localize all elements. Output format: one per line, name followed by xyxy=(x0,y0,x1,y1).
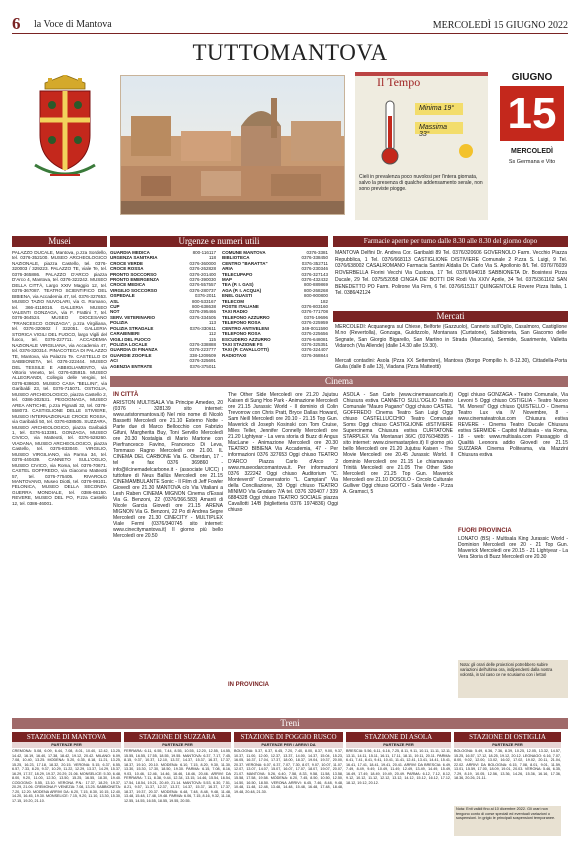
train-station-box xyxy=(454,732,561,838)
cinema-col-3 xyxy=(343,392,453,702)
page-date: MERCOLEDÌ 15 GIUGNO 2022 xyxy=(432,20,568,31)
cinema-fuori-provincia-heading: FUORI PROVINCIA xyxy=(458,528,512,534)
page-number: 6 xyxy=(12,14,21,33)
urgenza-label: CUP xyxy=(110,304,120,310)
newspaper-name: la Voce di Mantova xyxy=(34,19,112,30)
urgenza-number: 0376-295466 xyxy=(189,309,216,315)
train-timetable: BRESCIA: 5.56, 6.11, 6.16, 7.25, 8.11, 9.11, 10.11, 11.11, 12.11, 13.11, 14.11, 15.11, 16.11, 17.11, 18.11, 19.11, 20.11. PARMA: 6.41, 7.41, 8.41, 9.41, 10.41, 11.41, 12.41, 13.41, 14.41, 15.41, 16.41, 17.41, 18.41, 19.41, 20.41. ARRIVI DA BRESCIA: 6.49, 7.49, 8.49, 9.49, 10.49, 11.49, 12.49, 13.49, 14.49, 15.49, 16.49, 17.49, 18.49, 19.49, 20.49. PARMA: 6.12, 7.12, 8.12, 9.12, 10.12, 11.12, 12.12, 13.12, 14.12, 15.12, 16.12, 17.12, 18.12, 19.12, 20.12. xyxy=(346,749,451,785)
urgenza-label: TAXI RADIO xyxy=(222,309,248,315)
urgenza-number: 0376-325351 xyxy=(301,341,328,347)
urgenza-label: URGENZA SANITARIA xyxy=(110,255,158,261)
urgenza-label: ESCUDERO AZZURRO xyxy=(222,336,271,342)
train-station-box xyxy=(234,732,343,838)
urgenza-number: 800-116117 xyxy=(192,250,216,255)
urgenza-label: CROCE MEDICA xyxy=(110,282,146,288)
cinema-in-citta-heading: IN CITTÀ xyxy=(113,392,139,398)
urgenza-label: ARIA xyxy=(222,266,233,272)
cinema-in-provincia-heading: IN PROVINCIA xyxy=(228,682,270,688)
mercati-title: Mercati xyxy=(333,311,568,322)
urgenza-label: TELEFONO ROSA xyxy=(222,331,261,337)
cinema-title: Cinema xyxy=(110,376,568,387)
urgenza-label: COMUNE MANTOVA xyxy=(222,250,266,255)
urgenza-number: 800-889869 xyxy=(303,282,328,288)
urgenza-label: GUARDIA MEDICA xyxy=(110,250,150,255)
urgenza-label: AGENZIA ENTRATE xyxy=(110,363,153,369)
urgenza-number: 0376-223777 xyxy=(189,347,216,353)
treni-title: Treni xyxy=(12,718,568,729)
urgenza-label: ACI xyxy=(110,358,118,364)
train-departures-label: PARTENZE PER xyxy=(124,742,231,748)
urgenza-number: 112 xyxy=(208,331,216,337)
urgenza-label: TEA (P. I. GAS) xyxy=(222,282,254,288)
train-departures-label: PARTENZE PER / ARRIVI DA xyxy=(234,742,343,748)
urgenza-number: 0376-338888 xyxy=(189,341,216,347)
urgenza-label: SERV. VETERINARIO xyxy=(110,314,156,320)
urgenza-number: 0376-352711 xyxy=(301,260,328,266)
cinema-col-3-text: ASOLA - San Carlo (www.cinemasancarlo.it) Chiusura estiva CANNETO SULL'OGLIO Teatro Comunale "Mauro Pagano" Oggi chiuso CASTEL GOFFREDO Cinema Teatro San Luigi Oggi chiuso CASTELLUCCHIO Teatro Comunale Soms Oggi chiuso CASTIGLIONE d/STIVIERE Supercinema Chiusura estiva CURTATONE STARPLEX Via Montanari 36/C (0376/348395 - sito internet: www.cinemastarplex.it) Il giorno più bello Mercoledì ore 21.20 Jujutsu Kaisen - The Movie Mercoledì ore 20.45 Jurassic World. Il dominio Mercoledì ore 21.15 Le chiamavano Trinità Mercoledì ore 21.05 The Other Side Mercoledì ore 21.25 Top Gun. Maverick Mercoledì ore 21.10 DOSOLO - Circolo Culturale Gulliver Oggi chiuso GOITO - Sala Verde - P.zza A. Gramsci, 5 xyxy=(343,392,453,495)
urgenza-label: POLIZIA xyxy=(110,320,128,326)
urgenza-label: CENTRO ANTIVELENI xyxy=(222,325,269,331)
city-crest-icon xyxy=(30,75,100,195)
urgenza-number: 0376-230346 xyxy=(301,266,328,272)
urgenza-label: POSTE ITALIANE xyxy=(222,304,259,310)
urgenza-number: 0376-19696 xyxy=(303,314,328,320)
weather-box xyxy=(355,72,488,220)
urgenza-label: RADIOTAXI xyxy=(222,352,247,358)
urgenza-label: POLIZIA STRADALE xyxy=(110,325,154,331)
trains-section xyxy=(12,732,568,838)
calendar-saint: Ss Germana e Vito xyxy=(508,159,556,165)
urgenza-number: 0376-3381 xyxy=(306,250,328,255)
max-temperature: Massima 33° xyxy=(415,122,463,134)
thermometer-icon xyxy=(375,98,405,168)
urgenza-label: POLIZIA LOCALE xyxy=(110,341,148,347)
urgenza-number: 115 xyxy=(208,336,216,342)
urgenza-number: 0376-803160 xyxy=(301,304,328,310)
musei-title: Musei xyxy=(12,236,107,247)
urgenza-label: TAXI STAZIONE FS xyxy=(222,341,263,347)
calendar-day: 15 xyxy=(500,86,564,141)
urgenza-label: OSPEDALE xyxy=(110,293,135,299)
urgenza-number: 0376-201400 xyxy=(189,271,216,277)
urgenza-number: 113 xyxy=(208,320,216,326)
train-station-name: STAZIONE DI MANTOVA xyxy=(12,732,121,742)
train-note: Nota: Enti validi fino al 10 dicembre 2022. Gli orari non tengono conto di corse speciali ed eventuali variazioni o sospensioni. In grigio le principali sospensioni temporanee. xyxy=(454,806,561,836)
section-title: TUTTOMANTOVA xyxy=(192,40,388,65)
sun-icon xyxy=(451,136,481,166)
urgenza-number: 0376-325691 xyxy=(189,358,216,364)
urgenza-label: TAXI (P. CAVALLOTTI) xyxy=(222,347,269,353)
calendar-weekday: MERCOLEDÌ xyxy=(511,148,553,155)
urgenza-number: 0376-360000 xyxy=(189,260,216,266)
urgenza-number: 0376-771708 xyxy=(301,309,328,315)
urgenza-number: 800-638638 xyxy=(191,304,216,310)
urgenza-number: 0376-390030 xyxy=(189,277,216,283)
urgenza-number: 0376-334505 xyxy=(189,314,216,320)
train-timetable: BOLOGNA: 5.37, 6.37, 6.45, 7.20, 7.40, 8.00, 8.37, 9.00, 9.37, 10.37, 11.00, 12.00, 12.37, 13.37, 14.00, 14.37, 15.04, 15.23, 16.05, 16.37, 17.04, 17.37, 18.00, 18.37, 19.04, 19.37, 20.00, 20.37. VERONA: 6.07, 6.37, 7.07, 7.30, 8.07, 9.07, 10.07, 11.07, 12.07, 13.07, 14.07, 15.07, 16.07, 17.07, 18.07, 19.07, 20.07, 21.07. MANTOVA: 5.26, 6.40, 7.58, 8.33, 9.58, 11.58, 13.58, 15.58, 17.58, 19.58. MODENA: 6.20, 7.45, 8.50, 10.50, 12.50, 14.50, 16.50, 18.50. VERONA ARRIVI: 6.45, 7.46, 8.48, 9.48, 10.48, 11.48, 12.48, 13.48, 14.48, 15.48, 16.48, 17.48, 18.48, 19.48, 20.48, 21.30. xyxy=(234,749,343,794)
cinema-col-2-text: The Other Side Mercoledì ore 21.20 Jujutsu Kaisen di Sung Hoo Park - Animazione Mercoledì ore 21.15 Jurassic World - Il dominio di Colin Trevorrow con Chris Pratt, Bryce Dallas Howard, Sam Neill Mercoledì ore 20.10 - 21.15 Top Gun. Maverick di Joseph Kosinski con Tom Cruise, Miles Teller, Jennifer Connelly Mercoledì ore 21.20 Lightyear - La vera storia di Buzz di Angus MacLane - Animazione Mercoledì ore 20.30 TEATRO BIBIENA Via Accademia, 47 - Per informazioni 0376 327653 Oggi chiuso TEATRO D'ARCO Piazza Carlo d'Arco 2 www.museodarcomantova.it. Per informazioni 0376 322242 Oggi chiuso Auditorium "C. Monteverdi" Conservatorio "L. Campiani" Via della Conciliazione, 33 Oggi chiuso TEATRO MINIMO Via Gradaro 7/A tel. 0376 320407 / 339 6884328 Oggi chiuso TEATRO SOCIALE piazza Cavallotti 14/B (biglietteria 0376 1974836) Oggi chiuso xyxy=(228,392,338,513)
cinema-col-2 xyxy=(228,392,338,702)
urgenza-number: 0376-262828 xyxy=(189,266,216,272)
urgenza-label: BIBLIOTECA xyxy=(222,255,250,261)
urgenza-number: 118 xyxy=(208,255,216,261)
urgenza-number: 800-900800 xyxy=(303,293,328,299)
farmacie-text: MANTOVA Delfini Dr. Andrea Cor. Garibaldi 89 Tel. 0376/320606 GOVERNOLO Farm. Vecchio Piazza Repubblica, 1 Tel. 0376/668113 CASTIGLIONE D/STIVIERE Comunale 2 P.zza S. Luigi, 9 Tel. 0376/638002 CASALROMANO Farmacia Santini Aldalia Dr. Carlo Via S. Apollonio 8/L Tel. 0376/76039 ROVERBELLA Fiorini Vecchi Via Custoza, 17 Tel. 0376/694018 SABBIONETA Dr. Bosintesi Pizza Ducale, 29 Tel. 0375/52058 CINGIA DE' BOTTI DR Rodi Via XXIV Aprile, 34 Tel. 0375/361162 SAN BENEDETTO PO Farm. Polirone Via Firm, 6 Tel. 0376/615117 QUINGENTOLE Rovere Pizza Italia, 1 Tel. 0386/42124 xyxy=(335,250,567,297)
urgenza-number: 0376-327143 xyxy=(301,271,328,277)
train-timetable: BOLOGNA: 5.49, 6.36, 7.36, 8.39, 10.25, 12.05, 13.32, 14.57, 15.25, 16.57, 17.12, 18.25, 19.12, 20.12. LEGNAGO: 6.16, 7.07, 8.00, 9.02, 12.00, 13.02, 16.02, 17.02, 19.02, 20.11, 21.04, 22.02. ARRIVI DA BOLOGNA: 6.15, 7.08, 8.01, 9.01, 11.59, 13.01, 15.59, 17.00, 18.09, 19.01, 20.03. VERONA: 5.46, 6.35, 7.29, 8.19, 10.05, 12.56, 13.36, 14.26, 15.36, 16.16, 17.36, 18.36, 20.26, 21.11. xyxy=(454,749,561,781)
urgenza-number: 338-1209509 xyxy=(189,352,216,358)
urgenza-number: 0376-375011 xyxy=(189,363,216,369)
calendar-month: GIUGNO xyxy=(511,72,553,83)
urgenza-label: TELEFONO AZZURRO xyxy=(222,314,270,320)
train-timetable: FERRARA: 6.11, 6.55, 7.44, 8.55, 10.55, 12.20, 12.55, 14.55, 15.55, 16.55, 17.55, 18.55, 19.55. MANTOVA: 6.37, 7.17, 7.45, 8.15, 9.37, 10.37, 12.10, 13.37, 14.37, 15.37, 16.37, 17.37, 18.37, 19.10, 20.10. MODENA: 6.10, 7.15, 8.20, 9.30, 11.30, 13.30, 15.30, 17.30, 18.50, 19.30. PARMA: 6.15, 7.08, 8.16, 9.03, 10.46, 12.46, 14.46, 16.46, 18.46, 20.46. ARRIVI DA FERRARA: 7.11, 8.38, 9.44, 12.34, 13.15, 14.46, 15.54, 16.54, 17.54, 18.54, 19.21, 20.49, 21.14. MANTOVA: 5.53, 6.30, 7.51, 8.21, 9.57, 11.37, 12.37, 13.37, 14.37, 15.37, 16.37, 17.37, 18.37, 19.37, 20.37. MODENA: 6.48, 7.48, 8.48, 9.48, 11.48, 13.48, 15.48, 17.48, 19.48. PARMA: 6.06, 7.15, 8.16, 9.32, 11.18, 12.55, 14.55, 16.55, 18.55, 19.55, 20.55. xyxy=(124,749,231,804)
urgenza-number: 0376-225656 xyxy=(301,331,328,337)
cinema-col-4 xyxy=(458,392,568,702)
urgenza-number: 0376-330611 xyxy=(189,325,216,331)
train-station-name: STAZIONE DI SUZZARA xyxy=(124,732,231,742)
train-timetable: CREMONA: 5.08, 6.09, 6.44, 7.08, 8.01, 10.40, 12.42, 13.25, 14.42, 16.19, 16.40, 17.38, 18.42, 19.12, 20.42. MILANO: 6.09, 7.08, 10.40, 13.25. MODENA: 5.20, 6.35, 8.18, 11.21, 13.25, 15.25, 16.23, 17.18, 18.32, 20.15. VERONA: 5.15, 6.37, 6.55, 6.57, 7.33, 8.20, 9.37, 10.29, 11.22, 12.29, 13.37, 14.29, 15.37, 16.29, 17.37, 18.29, 19.37, 20.29, 21.06. MONSELICE: 5.30, 6.48, 8.00, 9.20, 11.00, 12.30, 13.50, 15.25, 16.55, 18.30, 19.40. CODOGNO: 5.55, 13.10. VERONA P.N.: 17.37, 18.29, 19.37, 20.29, 21.06. CREMONA P. VENEZIA: 7.08, 13.25. SABBIONETA: 7.20, 12.20. MODENA ARRIVI DA: 6.20, 7.15, 8.30, 10.15, 12.40, 14.20, 16.45, 19.30. MONSELICE: 7.15, 9.20, 11.10, 13.30, 15.30, 17.15, 19.20, 21.10. xyxy=(12,749,121,804)
urgenza-number: 0376-324407 xyxy=(301,347,328,353)
weather-title: Il Tempo xyxy=(377,75,421,89)
urgenza-number: 0376-368844 xyxy=(301,352,328,358)
urgenza-label: ASL xyxy=(110,298,119,304)
cinema-col-1-text: ARISTON MULTISALA Via Principe Amedeo, 20 (0376 - 328139 sito internet: www.aristonmantova.it) Nel mio nome di Nicolò Bassetti Mercoledì ore 21.10 Esterno Notte - Parte due di Marco Bellocchio con Fabrizio Gifuni, Margherita Buy, Toni Servillo Mercoledì ore 20.30 Nostalgia di Mario Martone con Pierfrancesco Favino, Francesco Di Leva, Tommaso Ragno Mercoledì ore 21.00. IL CINEMA DEL CARBONE Via G. Oberdan, 17 - tel e fax 0376 369860 - info@ilcinemadelcarbone.it - (associate UICC) I tuttofare di Neus Ballús Mercoledì ore 21.15 CINEMAMBULANTE Sonic - Il Film di Jeff Fowler Giovedì ore 21.30 MANTOVA c/o Via Vitaliani a Lesh Raben CINEMA MIGNON Cinema d'Essai Via G. Benzoni, 22 (0376/366.583) Amanti di Nicole Garcia Giovedì ore 21.15 ARENA MIGNON Via G. Benzoni, 22 Po di Andrea Segre Mercoledì ore 21.30 CINECITY - MULTIPLEX Viale Fermi (0376/340745 sito internet: www.cinecitymantova.it) Il giorno più bello Mercoledì ore 20.50 xyxy=(113,400,223,540)
urgenza-label: VIRGILIO SOCCORSO xyxy=(110,287,158,293)
train-departures-label: PARTENZE PER xyxy=(346,742,451,748)
calendar-box xyxy=(496,72,568,220)
train-station-box xyxy=(346,732,451,838)
urgenza-label: AGA (P. I. ACQUA) xyxy=(222,287,262,293)
urgenze-left-list xyxy=(110,250,216,370)
min-temperature: Minima 19° xyxy=(415,103,463,115)
train-station-name: STAZIONE DI POGGIO RUSCO xyxy=(234,732,343,742)
mantova-city-photo xyxy=(120,75,345,215)
urgenza-number: 0376-338450 xyxy=(301,255,328,261)
farmacie-title: Farmacie aperte per turno dalle 8.30 alle 8.30 del giorno dopo xyxy=(333,236,568,247)
train-station-box xyxy=(12,732,121,838)
urgenza-label: CARABINIERI xyxy=(110,331,140,337)
mercati-contadini-text: Mercati contadini: Asola (Pzza XX Settembre), Mantova (Borgo Pompilio h. 8-12.30), Cittadella-Porta Giulia (dalle 8 alle 13), Viadana (Pzza Matteotti) xyxy=(335,358,567,371)
train-station-box xyxy=(124,732,231,838)
urgenza-label: PRONTO SOCCORSO xyxy=(110,271,157,277)
urgenza-label: GUARDIE ZOOFILE xyxy=(110,352,152,358)
train-departures-label: PARTENZE PER xyxy=(12,742,121,748)
train-station-name: STAZIONE DI ASOLA xyxy=(346,732,451,742)
train-station-name: STAZIONE DI OSTIGLIA xyxy=(454,732,561,742)
urgenza-number: 0376-225959 xyxy=(301,320,328,326)
cinema-col-1 xyxy=(113,392,223,702)
urgenza-number: 349-0011590 xyxy=(301,325,328,331)
urgenza-number: 800-533167 xyxy=(191,298,216,304)
urgenza-number: 0376-432432 xyxy=(301,277,328,283)
cinema-col-4-text: Oggi chiuso GONZAGA - Teatro Comunale, Via Levoni 5 Oggi chiuso OSTIGLIA - Teatro Nuovo "M. Monesi" Oggi chiuso QUISTELLO - Cinema Teatro Lux via IV Novembre, 8 - www.cinemateatrolux.com Chiusura estiva REVERE - Cinema Teatro Ducale Chiusura estiva SERMIDE - Capitol Multisala - via Roma, 18 - web: www.multisala.com Passaggio di Qualità Leonora addio Giovedì ore 21.15 SUZZARA Cinema Politeama, via Mazzini Chiusura estiva xyxy=(458,392,568,459)
urgenza-number: 182 xyxy=(320,298,328,304)
urgenza-label: TELEFONO ROSA xyxy=(222,320,261,326)
weather-forecast-text: Cieli in prevalenza poco nuvolosi per l'intera giornata, salvo la presenza di qualche addensamento serale, non sono previste piogge. xyxy=(359,174,483,193)
urgenza-number: 0376-280737 xyxy=(189,287,216,293)
urgenza-label: PRONTO EMERGENZA xyxy=(110,277,160,283)
cinema-note: Nota: gli orari delle proiezioni potrebbero subire variazioni dell'ultima ora, indipendenti dalla nostra volontà, in tal caso ce ne scusiamo con i lettori xyxy=(458,660,568,698)
musei-text: PALAZZO DUCALE, Mantova, p.zza Sordello, tel. 0376-352100. MUSEO ARCHEOLOGICO NAZIONALE, piazza Castello, tel. 0376-320003 / 329223. PALAZZO TE, viale Te, tel. 0376-365886. PALAZZO D'ARCO piazza D'Arco 4, Mantova, tel. 0376-322242. MUSEO DELLA CITTÀ, Largo XXIV Maggio 12, tel. 0376-367087. TEATRO SCIENTIFICO DEL BIBIENA, via Accademia 47, tel. 0376-327653. MUSEO TAZIO NUVOLARI, via G. Romano, tel. 366-4118016. GALLERIA MUSEO VALENTI GONZAGA, via F. Frattini 7, tel. 0376-364524. MUSEO DIOCESANO "FRANCESCO GONZAGA", p.zza Virgiliana, tel. 0376-320602 / 322051. GALLERIA STORICA VIGILI DEL FUOCO, largo Vigili del fuoco, tel. 0376-227711. ACCADEMIA NAZIONALE VIRGILIANA, via Accademia 47, tel. 0376-320314. PINACOTECA DI PALAZZO TE, Mantova, via Palazzo Te. CASTELLO DI SABBIONETA, tel. 0376-222444. MUSEO DEL TESSILE E ABBIGLIAMENTO, via Vittorio Veneto, tel. 0376-635915. MUSEO ALLEGRANDI, Collegio delle Vergini, tel. 0376-638620. MUSEO CASA "BELLINI", via Garibaldi 23, tel. 0376-715071. OSTIGLIA, MUSEO ARCHEOLOGICO, piazza Castello 2, tel. 0386-302531. PEGOGNAGA, MUSEO AREA ANTICHE, p.zza Pignatti 32, tel. 0376-558073. CASTIGLIONE DELLE STIVIERE, MUSEO INTERNAZIONALE CROCE ROSSA, via Garibaldi 50, tel. 0376-638505. SUZZARA, MUSEO ARCHEOLOGICO, piazza Garibaldi 1, tel. 0376-513391. GONZAGA, MUSEO CIVICO, via Matteotti, tel. 0376-528260. VIADANA, MUSEO ARCHEOLOGICO, piazza Castello, tel. 0375-833040. VIRGILIO, MUSEO VIRGILIANO, via Parma 34, tel. 0376-440439. CANNETO SULL'OGLIO, MUSEO CIVICO, via Roma, tel. 0376-70671. CASTEL GOFFREDO, via Giacomo Matteotti 57, tel. 0376-775405. RIVAROLO MANTOVANO, Museo Diotti, tel. 0376-99101. FELONICA, MUSEO DELLA SECONDA GUERRA MONDIALE, tel. 0386-66150. REVERE, MUSEO DEL PO, P.zza Castello 12, tel. 0386-46001. xyxy=(12,250,107,506)
urgenza-label: CROCE VERDE xyxy=(110,260,144,266)
train-departures-label: PARTENZE PER xyxy=(454,742,561,748)
urgenza-label: VIGILI DEL FUOCO xyxy=(110,336,151,342)
urgenza-label: TELECOM xyxy=(222,298,244,304)
urgenza-number: 0376-557557 xyxy=(189,282,216,288)
cinema-col-4b-text: LONATO (BS) - Multisala King Jurassic World - Dominion Mercoledì ore 20 - 21 Top Gun. Maverick Mercoledì ore 20.15 - 21 Lightyear - La Vera Storia di Buzz Mercoledì ore 20.30 xyxy=(458,536,568,561)
urgenza-label: TELECUPAPO xyxy=(222,271,253,277)
urgenza-label: GUARDIA DI FINANZA xyxy=(110,347,158,353)
urgenza-label: CROCE ROSSA xyxy=(110,266,144,272)
urgenza-number: 800-268268 xyxy=(303,287,328,293)
urgenza-label: CENTRO "BARATTA" xyxy=(222,260,268,266)
urgenza-row xyxy=(110,364,216,369)
mercati-text: MERCOLEDÌ: Acquanegra sul Chiese, Belforte (Gazzuolo), Canneto sull'Oglio, Casalmoro, Castiglione M.no (Revertolla), Gonzaga, Guidizzolo, Montanara (Curtatone), Sabbioneta, San Giacomo delle Segnate, San Giorgio Bigarello, San Martino in Strada (Marcaria), Sermide, Suarimente, Valletta Vidaroch (Via Allende) (dalle 14.30 alle 19.30). xyxy=(335,324,567,349)
urgenza-label: NOT xyxy=(110,309,120,315)
urgenza-label: MAP xyxy=(222,277,232,283)
urgenze-right-list xyxy=(222,250,328,370)
urgenza-row xyxy=(222,353,328,358)
page-header xyxy=(12,14,568,34)
urgenze-title: Urgenze e numeri utili xyxy=(110,236,328,247)
urgenza-label: ENEL GUASTI xyxy=(222,293,253,299)
urgenza-number: 0376-648081 xyxy=(301,336,328,342)
urgenza-number: 0376-2011 xyxy=(194,293,216,299)
